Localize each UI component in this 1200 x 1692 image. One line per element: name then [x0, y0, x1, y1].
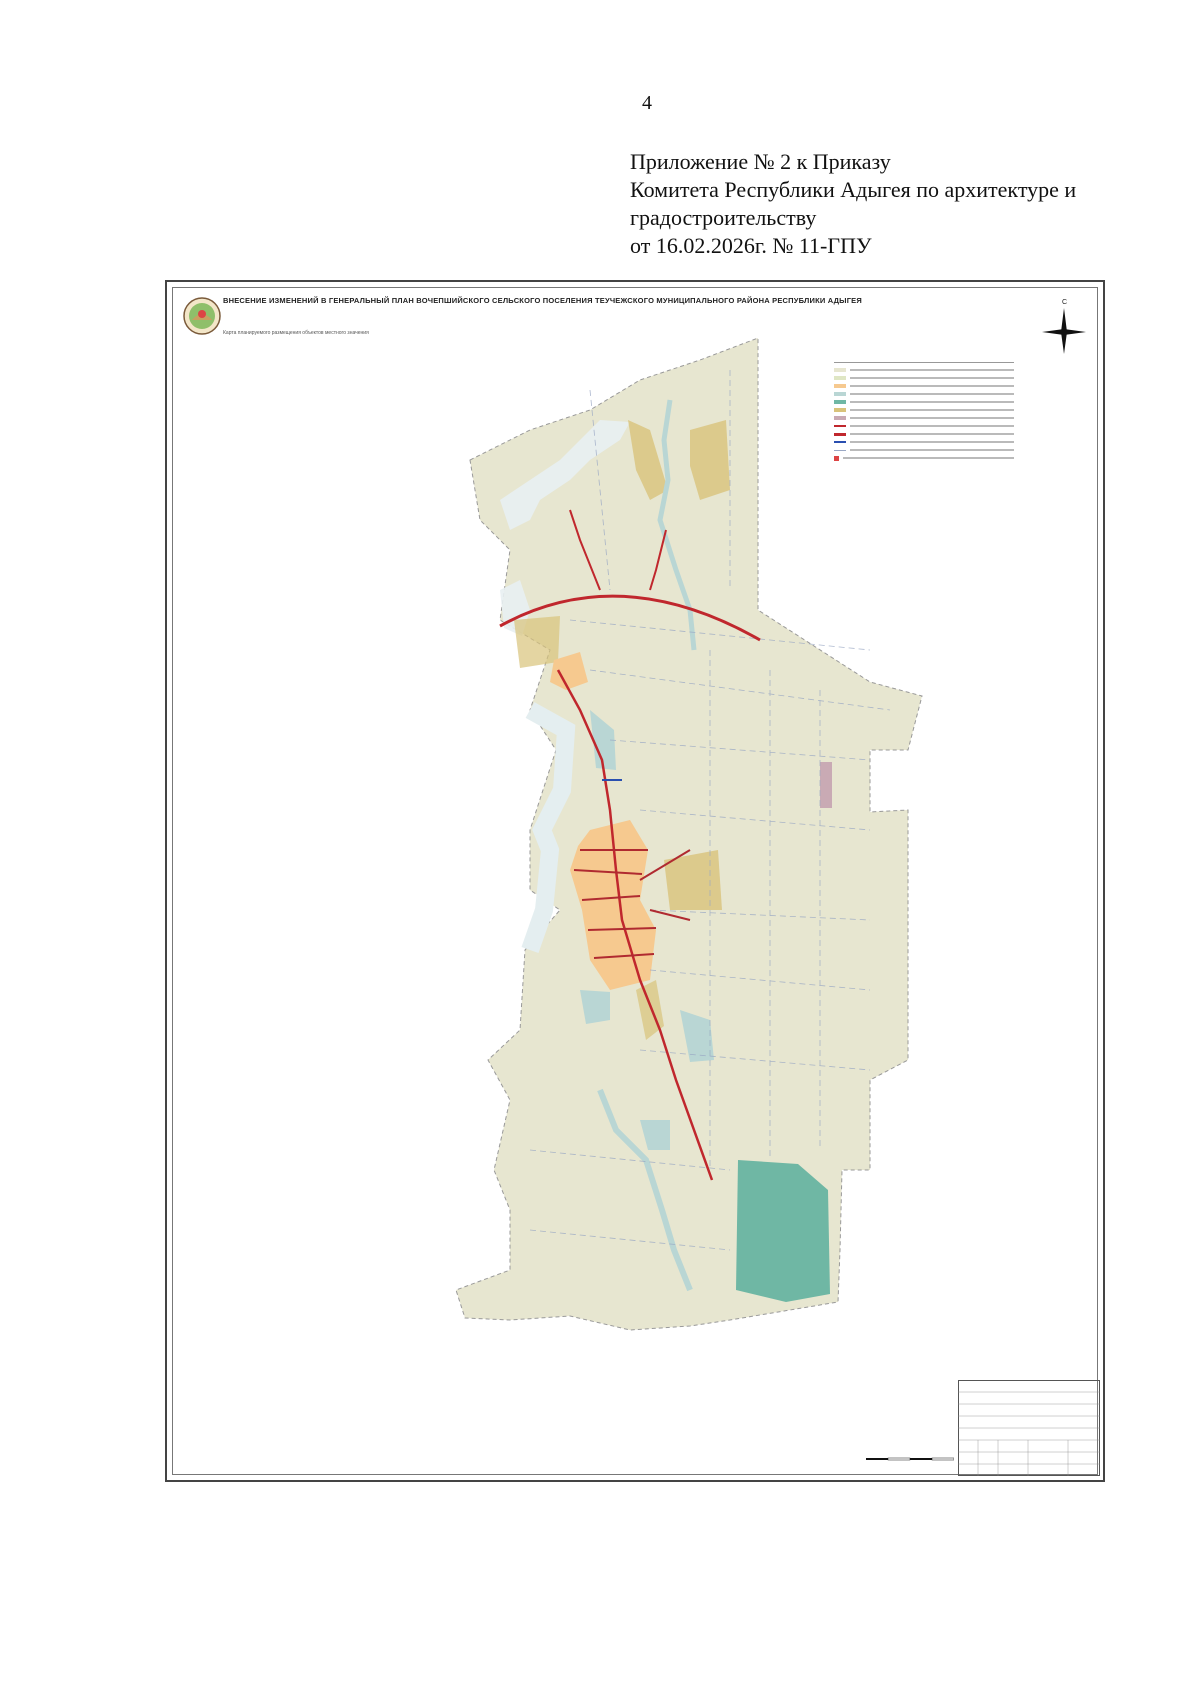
- legend-row: [834, 391, 1014, 397]
- legend-row: [834, 439, 1014, 445]
- title-block-stamp: [958, 1380, 1100, 1476]
- legend-row: [834, 415, 1014, 421]
- legend-row: [834, 383, 1014, 389]
- map-subtitle: Карта планируемого размещения объектов местного значения: [223, 330, 369, 336]
- sand-area-3: [514, 616, 560, 668]
- legend-row: [834, 423, 1014, 429]
- legend-title: [834, 362, 1014, 363]
- sand-area-4: [664, 850, 722, 910]
- map-title: ВНЕСЕНИЕ ИЗМЕНЕНИЙ В ГЕНЕРАЛЬНЫЙ ПЛАН ВОЧЕПШИЙСКОГО СЕЛЬСКОГО ПОСЕЛЕНИЯ ТЕУЧЕЖСКОГО МУНИЦИПАЛЬНОГО РАЙОНА РЕСПУБЛИКИ АДЫГЕЯ: [223, 296, 862, 305]
- annex-line-3: градостроительству: [630, 205, 817, 230]
- scale-bar: [866, 1455, 954, 1463]
- legend-row: [834, 367, 1014, 373]
- legend-row: [834, 447, 1014, 453]
- compass-north-label: С: [1062, 299, 1068, 306]
- legend-row: [834, 455, 1014, 461]
- settlement-map: [170, 290, 1100, 1480]
- legend-row: [834, 375, 1014, 381]
- mauve-block: [820, 762, 832, 808]
- annex-line-2: Комитета Республики Адыгея по архитектуре и: [630, 177, 1077, 202]
- annex-line-1: Приложение № 2 к Приказу: [630, 149, 891, 174]
- legend-row: [834, 431, 1014, 437]
- legend-row: [834, 407, 1014, 413]
- page-number: 4: [642, 92, 652, 114]
- legend-row: [834, 399, 1014, 405]
- annex-line-4: от 16.02.2026г. № 11-ГПУ: [630, 233, 872, 258]
- forest-area: [736, 1160, 830, 1302]
- map-legend: [834, 362, 1014, 463]
- annex-heading: [630, 148, 1150, 260]
